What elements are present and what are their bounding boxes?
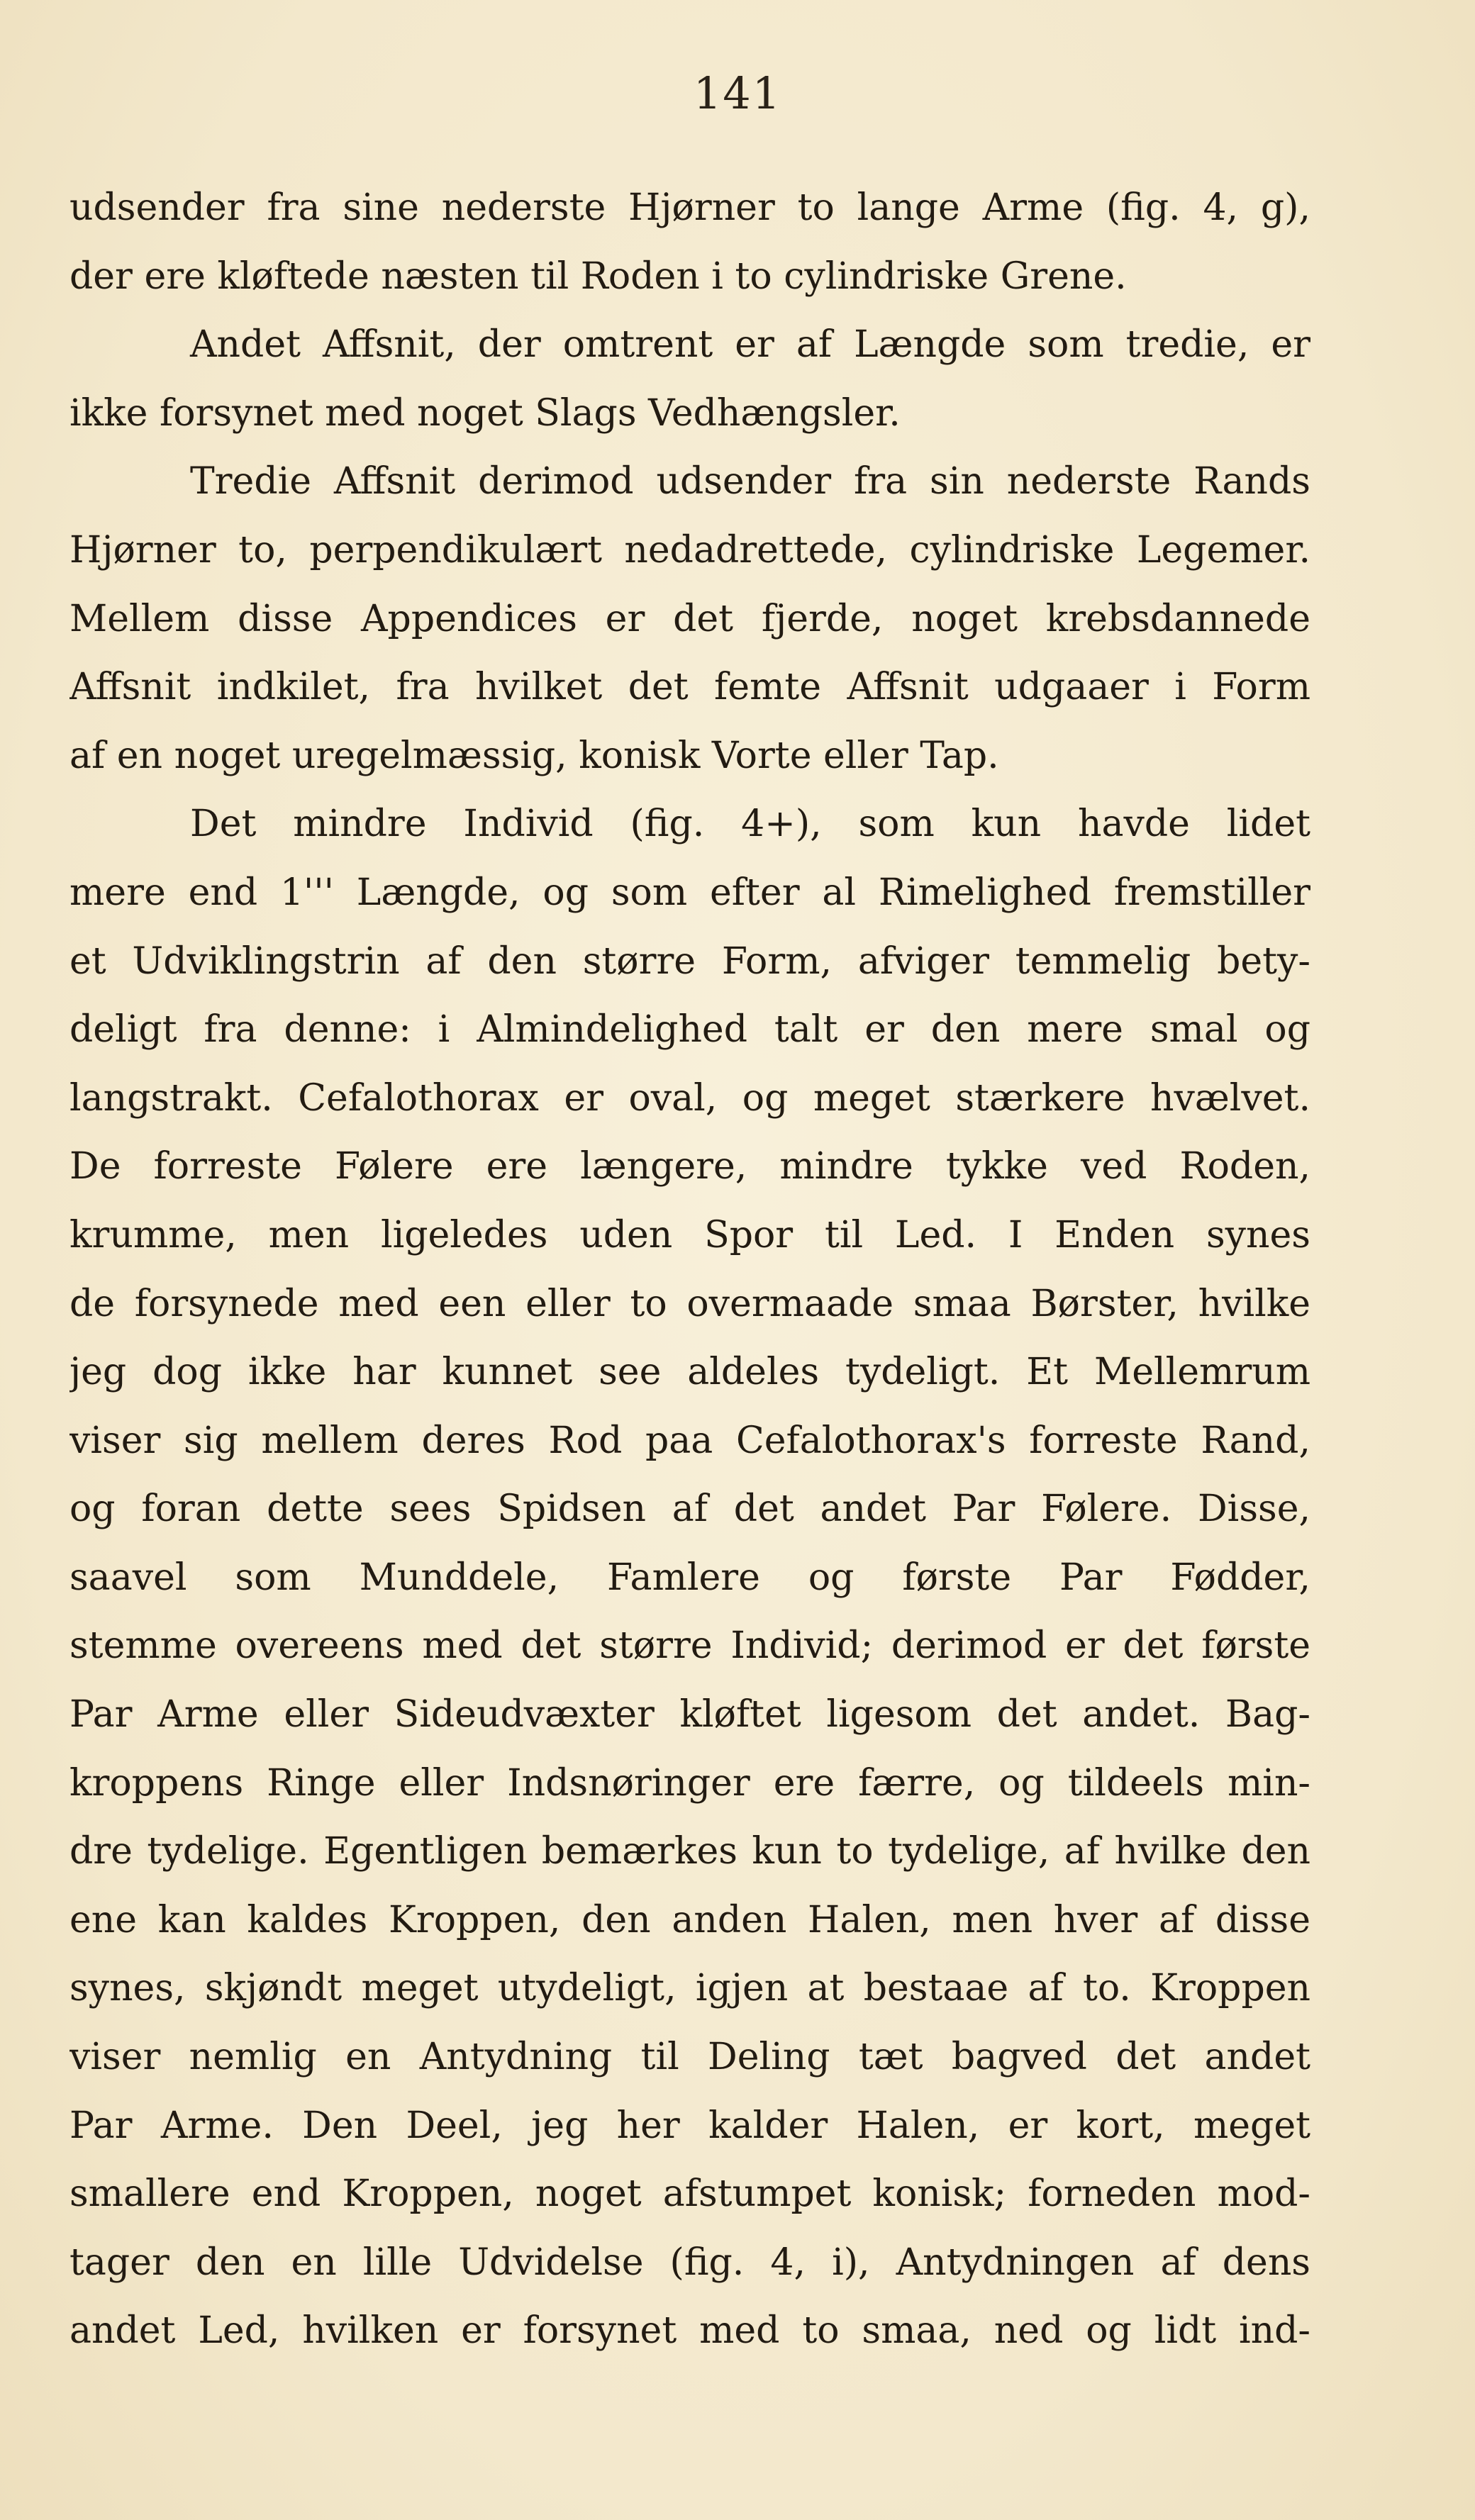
text-line: kroppens Ringe eller Indsnøringer ere færre, og tildeels min- xyxy=(69,1761,1310,1805)
text-line: og foran dette sees Spidsen af det andet Par Følere. Disse, xyxy=(69,1488,1310,1531)
text-line: Andet Affsnit, der omtrent er af Længde som tredie, er xyxy=(190,323,1310,367)
text-line: udsender fra sine nederste Hjørner to lange Arme (fig. 4, g), xyxy=(69,186,1310,229)
text-line: De forreste Følere ere længere, mindre tykke ved Roden, xyxy=(69,1145,1310,1188)
text-line: krumme, men ligeledes uden Spor til Led. I Enden synes xyxy=(69,1213,1310,1256)
text-line: jeg dog ikke har kunnet see aldeles tydeligt. Et Mellemrum xyxy=(69,1351,1310,1394)
text-line: viser sig mellem deres Rod paa Cefalothorax's forreste Rand, xyxy=(69,1419,1310,1462)
text-line: deligt fra denne: i Almindelighed talt er den mere smal og xyxy=(69,1008,1310,1052)
text-line: Par Arme. Den Deel, jeg her kalder Halen, er kort, meget xyxy=(69,2104,1310,2147)
text-line: mere end 1''' Længde, og som efter al Rimelighed fremstiller xyxy=(69,871,1310,914)
text-line: ene kan kaldes Kroppen, den anden Halen, men hver af disse xyxy=(69,1898,1310,1941)
text-line: Mellem disse Appendices er det fjerde, noget krebsdannede xyxy=(69,597,1310,640)
text-line: viser nemlig en Antydning til Deling tæt bagved det andet xyxy=(69,2036,1310,2079)
text-line: de forsynede med een eller to overmaade smaa Børster, hvilke xyxy=(69,1282,1310,1325)
text-line: tager den en lille Udvidelse (fig. 4, i), Antydningen af dens xyxy=(69,2241,1310,2284)
text-line: dre tydelige. Egentligen bemærkes kun to tydelige, af hvilke den xyxy=(69,1830,1310,1873)
text-line: andet Led, hvilken er forsynet med to smaa, ned og lidt ind- xyxy=(69,2309,1310,2353)
text-line: stemme overeens med det større Individ; derimod er det første xyxy=(69,1624,1310,1668)
text-line: af en noget uregelmæssig, konisk Vorte eller Tap. xyxy=(69,734,999,777)
text-line: Det mindre Individ (fig. 4+), som kun havde lidet xyxy=(190,803,1310,846)
text-line: der ere kløftede næsten til Roden i to cylindriske Grene. xyxy=(69,255,1127,298)
text-line: langstrakt. Cefalothorax er oval, og meget stærkere hvælvet. xyxy=(69,1076,1310,1120)
text-line: Tredie Affsnit derimod udsender fra sin nederste Rands xyxy=(190,460,1310,503)
page-number: 141 xyxy=(693,67,782,119)
text-line: Hjørner to, perpendikulært nedadrettede, cylindriske Legemer. xyxy=(69,528,1310,572)
text-line: smallere end Kroppen, noget afstumpet konisk; forneden mod- xyxy=(69,2173,1310,2216)
text-line: Affsnit indkilet, fra hvilket det femte Affsnit udgaaer i Form xyxy=(69,666,1310,709)
body-text xyxy=(69,174,1310,2365)
text-line: synes, skjøndt meget utydeligt, igjen at bestaae af to. Kroppen xyxy=(69,1967,1310,2010)
text-line: saavel som Munddele, Famlere og første Par Fødder, xyxy=(69,1556,1310,1599)
text-line: ikke forsynet med noget Slags Vedhængsler. xyxy=(69,391,901,435)
text-line: Par Arme eller Sideudvæxter kløftet ligesom det andet. Bag- xyxy=(69,1693,1310,1736)
text-line: et Udviklingstrin af den større Form, afviger temmelig bety- xyxy=(69,940,1310,983)
